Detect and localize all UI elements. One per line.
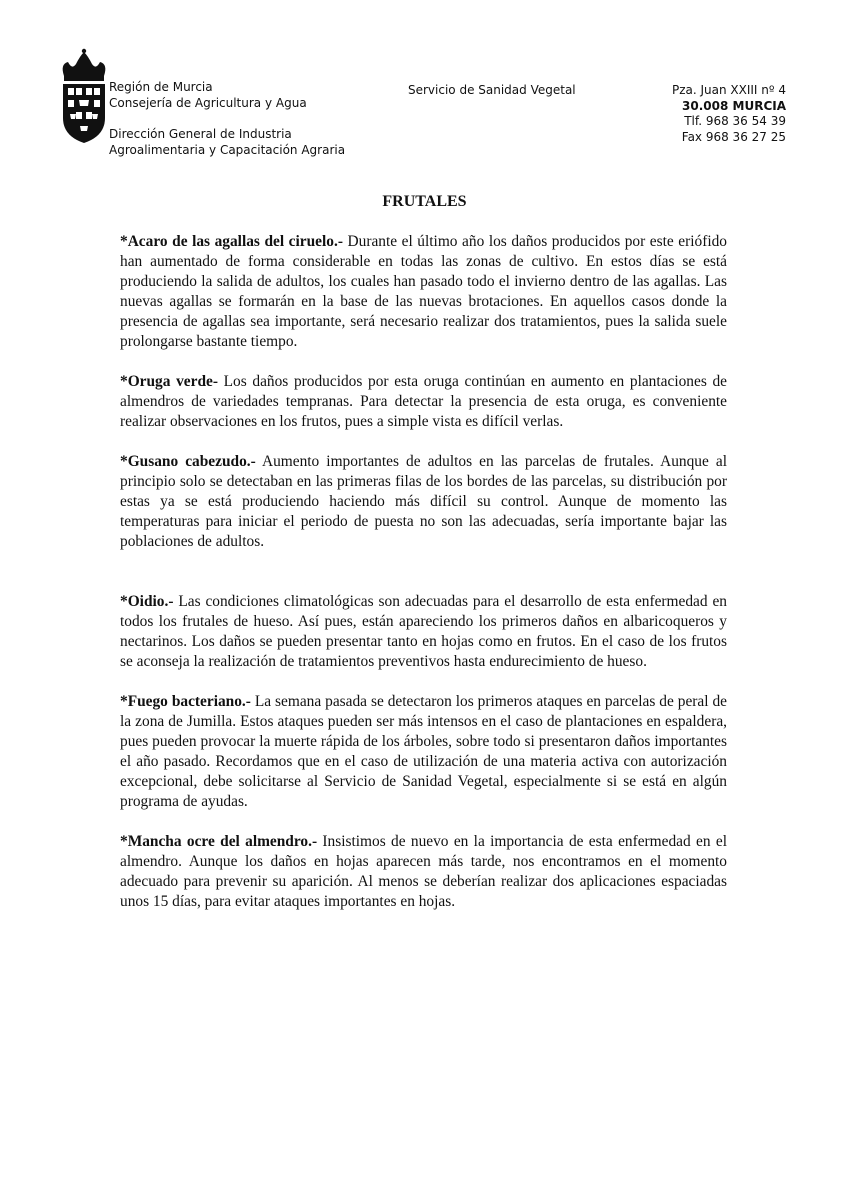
section-heading: *Acaro de las agallas del ciruelo.- — [120, 233, 343, 250]
section-heading: *Oruga verde- — [120, 373, 218, 390]
section-fuego — [120, 692, 727, 812]
city: 30.008 MURCIA — [682, 98, 786, 113]
coat-of-arms-icon — [58, 48, 110, 144]
section-text: Las condiciones climatológicas son adecuadas para el desarrollo de esta enfermedad en todos los frutales de hueso. Así pues, están apareciendo los primeros daños en albaricoqueros y nectarinos. Los daños se pueden presentar tanto en hojas como en frutos. En el caso de los frutos se aconseja la realización de tratamientos preventivos hasta endurecimiento de hueso. — [120, 593, 727, 670]
section-oruga — [120, 372, 727, 432]
page-title: FRUTALES — [382, 193, 467, 210]
section-text: La semana pasada se detectaron los primeros ataques en parcelas de peral de la zona de Jumilla. Estos ataques pueden ser más intensos en el caso de plantaciones en espaldera, pues pueden provocar la muerte rápida de los árboles, sobre todo si presentaron daños importantes el año pasado. Recordamos que en el caso de utilización de una materia activa con autorización excepcional, debe solicitarse al Servicio de Sanidad Vegetal, especialmente si se está en algún programa de ayudas. — [120, 693, 727, 810]
region-name: Región de Murcia — [109, 80, 213, 94]
section-heading: *Mancha ocre del almendro.- — [120, 833, 318, 850]
section-text: Los daños producidos por esta oruga continúan en aumento en plantaciones de almendros de variedades tempranas. Para detectar la presencia de esta oruga, es conveniente realizar observaciones en los frutos, pues a simple vista es difícil verlas. — [120, 373, 727, 430]
section-text: Aumento importantes de adultos en las parcelas de frutales. Aunque al principio solo se detectaban en las primeras filas de los bordes de las parcelas, su distribución por estas ya se está produciendo haciendo más difícil su control. Aunque de momento las temperaturas para iniciar el periodo de puesta no son las adecuadas, sería importante bajar las poblaciones de adultos. — [120, 453, 727, 550]
header-directorate — [109, 127, 345, 158]
section-heading: *Gusano cabezudo.- — [120, 453, 256, 470]
header-organization — [109, 80, 307, 111]
department-name: Consejería de Agricultura y Agua — [109, 95, 307, 110]
section-text: Durante el último año los daños producidos por este eriófido han aumentado de forma considerable en todas las zonas de cultivo. En estos días se está produciendo la salida de adultos, los cuales han pasado todo el invierno dentro de las agallas. Las nuevas agallas se formarán en la base de las nuevas brotaciones. En aquellos casos donde la presencia de agallas sea importante, será necesario realizar dos tratamientos, pues la salida suele prolongarse bastante tiempo. — [120, 233, 727, 350]
section-heading: *Oidio.- — [120, 593, 174, 610]
directorate-line-1: Dirección General de Industria — [109, 127, 292, 141]
header-contact — [672, 83, 786, 145]
section-gusano — [120, 452, 727, 552]
service-name: Servicio de Sanidad Vegetal — [408, 83, 576, 97]
section-mancha — [120, 832, 727, 912]
section-text: Insistimos de nuevo en la importancia de esta enfermedad en el almendro. Aunque los daños en hojas aparecen más tarde, nos encontramos en el momento adecuado para prevenir su aparición. Al menos se deberían realizar dos aplicaciones espaciadas unos 15 días, para evitar ataques importantes en hojas. — [120, 833, 727, 910]
section-acaro — [120, 232, 727, 352]
document-body — [120, 232, 727, 912]
phone: Tlf. 968 36 54 39 — [684, 114, 786, 128]
fax: Fax 968 36 27 25 — [681, 129, 786, 144]
section-heading: *Fuego bacteriano.- — [120, 693, 251, 710]
section-oidio — [120, 592, 727, 672]
address: Pza. Juan XXIII nº 4 — [671, 83, 786, 97]
directorate-line-2: Agroalimentaria y Capacitación Agraria — [109, 142, 346, 157]
